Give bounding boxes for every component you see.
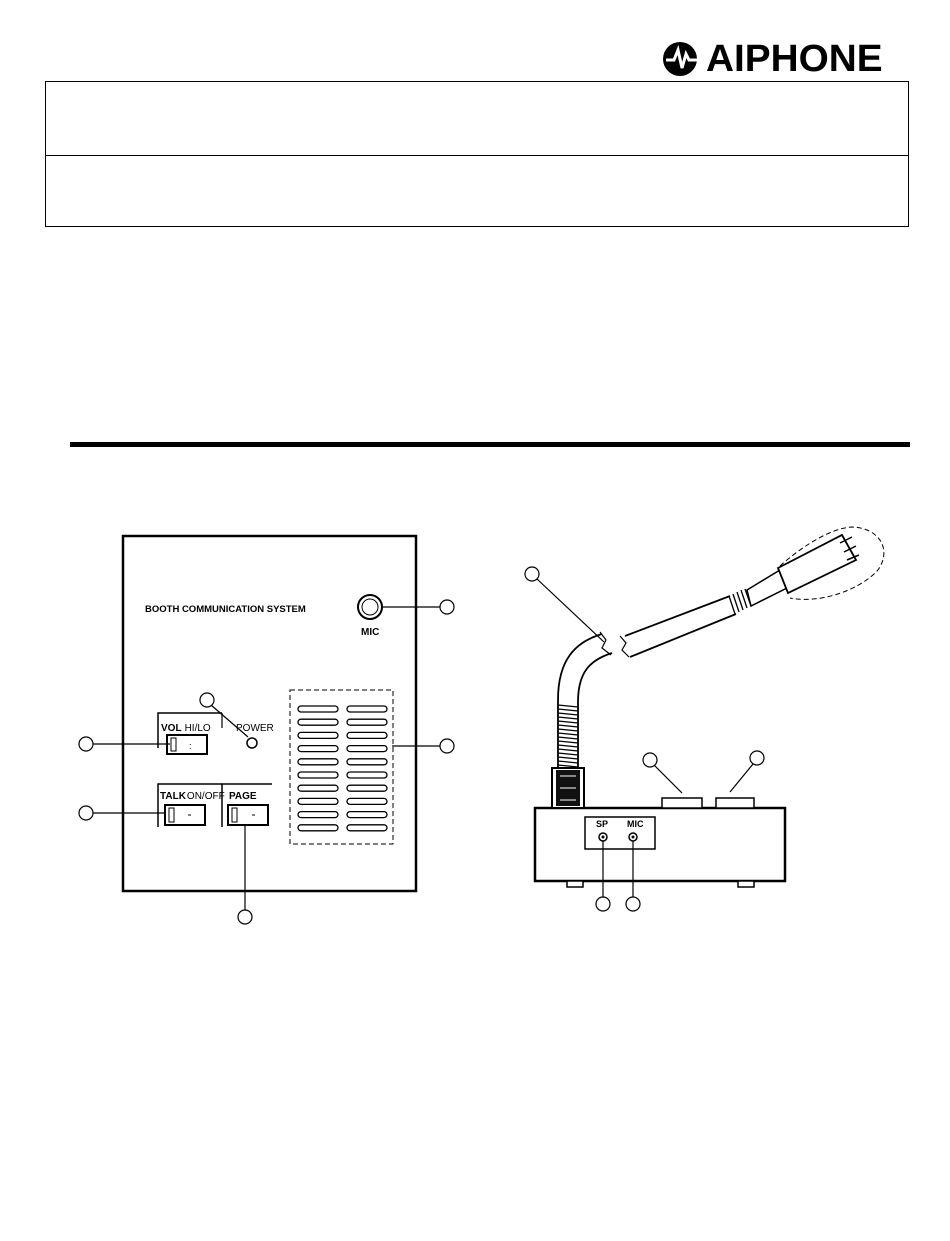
talk-sub-label: ON/OFF: [186, 791, 225, 802]
gooseneck-coil: [558, 717, 578, 719]
gooseneck-coil: [558, 733, 578, 735]
grille-slot: [347, 825, 387, 831]
grille-slot: [298, 825, 338, 831]
grille-slot: [298, 706, 338, 712]
power-label: POWER: [236, 723, 274, 734]
gooseneck-coil: [558, 745, 578, 747]
grille-slot: [347, 746, 387, 752]
grille-slot: [298, 772, 338, 778]
gooseneck-coil: [558, 757, 578, 759]
gooseneck-coil: [558, 721, 578, 723]
grille-slot: [347, 772, 387, 778]
gooseneck-coil: [558, 749, 578, 751]
svg-text::: :: [189, 741, 192, 751]
mic-jack-label: MIC: [627, 819, 644, 829]
gooseneck-coil: [558, 737, 578, 739]
grille-slot: [298, 798, 338, 804]
gooseneck-coil: [558, 741, 578, 743]
grille-slot: [298, 785, 338, 791]
brand-name: AIPHONE: [706, 38, 883, 80]
power-led: [222, 713, 274, 748]
grille-slot: [347, 812, 387, 818]
vol-switch: [158, 713, 222, 754]
gooseneck-coil: [558, 761, 578, 763]
grille-slot: [298, 759, 338, 765]
vol-sub-label: HI/LO: [184, 723, 211, 734]
front-panel: [79, 536, 454, 924]
grille-slot: [347, 719, 387, 725]
grille-slot: [347, 732, 387, 738]
gooseneck-coil: [558, 729, 578, 731]
grille-slot: [347, 785, 387, 791]
gooseneck-coil: [558, 705, 578, 707]
svg-text:VOLHI/LO: [161, 723, 211, 734]
grille-slot: [298, 719, 338, 725]
gooseneck-coil: [558, 765, 578, 767]
vol-label: VOL: [161, 723, 182, 734]
grille-slot: [298, 812, 338, 818]
grille-slot: [347, 759, 387, 765]
talk-switch: [158, 784, 225, 827]
gooseneck-coil: [558, 709, 578, 711]
talk-label: TALK: [160, 791, 186, 802]
gooseneck-coil: [558, 753, 578, 755]
gooseneck-coil: [558, 713, 578, 715]
speaker-grille: [290, 690, 393, 844]
panel-title: BOOTH COMMUNICATION SYSTEM: [145, 604, 306, 615]
front-callouts: [79, 600, 454, 924]
mic-port: [358, 595, 382, 638]
gooseneck-coil: [558, 725, 578, 727]
microphone-unit: [525, 527, 884, 911]
grille-slot: [298, 746, 338, 752]
grille-slot: [298, 732, 338, 738]
sp-jack-label: SP: [596, 819, 609, 829]
grille-slot: [347, 798, 387, 804]
mic-port-label: MIC: [361, 627, 380, 638]
svg-text:TALKON/OFF: [160, 791, 225, 802]
page-label: PAGE: [229, 791, 257, 802]
grille-slot: [347, 706, 387, 712]
page-switch: [222, 784, 272, 827]
jack-panel: [585, 817, 655, 849]
